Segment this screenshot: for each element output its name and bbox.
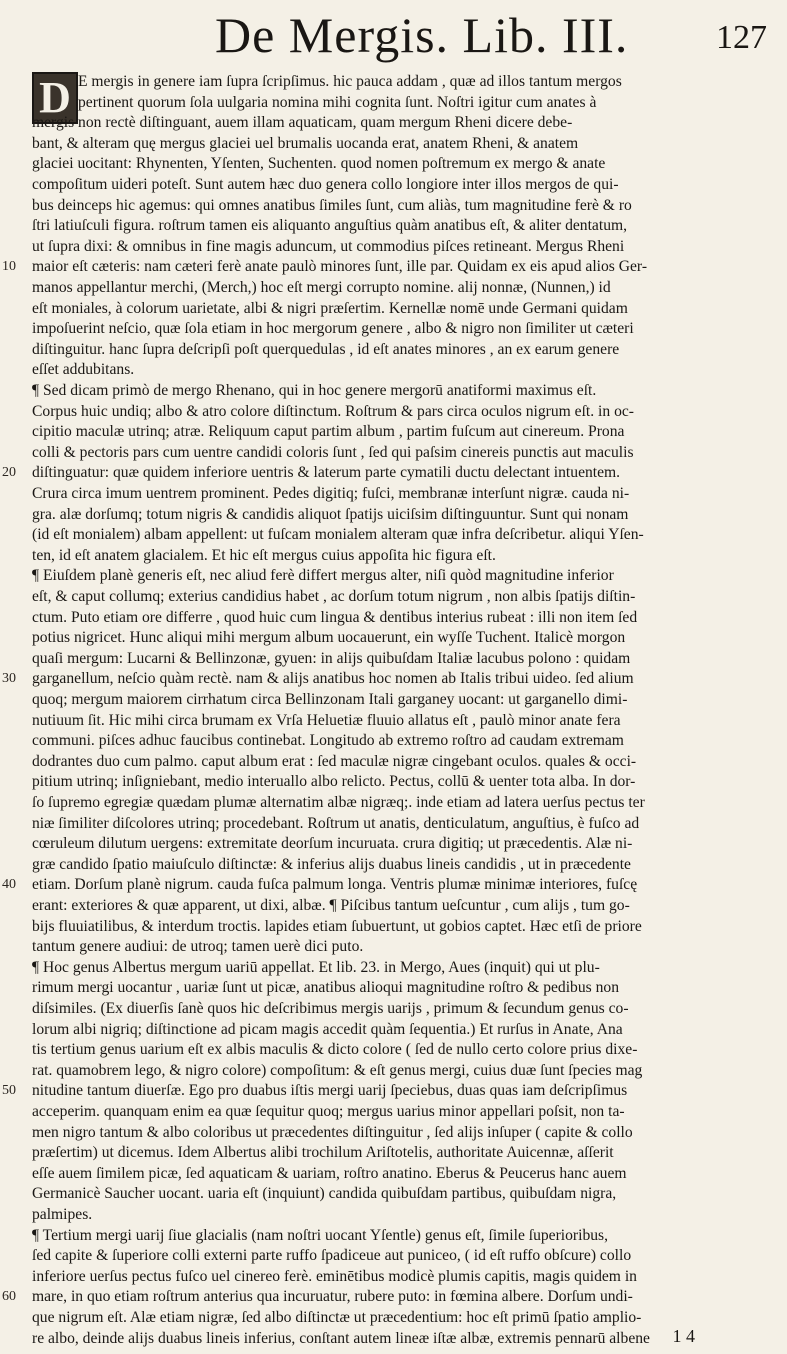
text-line: mergis non rectè diſtinguant, auem illam aquaticam, quam mergum Rheni dicere debe-: [32, 114, 573, 132]
text-line: colli & pectoris pars cum uentre candidi coloris ſunt , ſed qui paſsim cinereis punctis aut maculis: [32, 443, 634, 461]
text-line: men nigro tantum & albo coloribus ut præcedentes diſtinguitur , ſed alijs inſuper ( capite & collo: [32, 1123, 633, 1141]
text-line: palmipes.: [32, 1206, 93, 1223]
text-line: potius nigricet. Hunc aliqui mihi mergum album uocauerunt, ein wyſſe Tuchent. Italicè morgon: [32, 629, 626, 647]
marginal-line-number: 10: [2, 259, 16, 275]
marginal-line-number: 20: [2, 465, 16, 481]
text-line: pitium utrinq; inſigniebant, medio interuallo albo relicto. Pectus, collū & uenter tota alba. In dor-: [32, 773, 636, 791]
text-line: diſtinguatur: quæ quidem inferiore uentris & laterum parte cymatili ductu delectant intuentem.: [32, 464, 621, 482]
text-line: mare, in quo etiam roſtrum anterius qua incuruatur, rubere puto: in fœmina albere. Dorſum undi-: [32, 1288, 633, 1306]
text-line: cipitio maculæ utrinq; atræ. Reliquum caput partim album , partim fuſcum aut cinereum. Prona: [32, 423, 625, 441]
text-line: inferiore uerſus pectus fuſco uel cinereo ferè. eminētibus modicè plumis capitis, magis quidem in: [32, 1267, 637, 1285]
text-line: re albo, deinde alijs duabus lineis inferius, conſtant autem lineæ iſtæ albæ, extremis pennarū albene: [32, 1329, 650, 1347]
text-line: dodrantes duo cum palmo. caput album erat : ſed maculæ nigræ cingebant oculos. quales & occi-: [32, 752, 637, 770]
text-line: Corpus huic undiq; albo & atro colore diſtinctum. Roſtrum & pars circa oculos nigrum eſt. in oc-: [32, 402, 634, 420]
text-line: bant, & alteram quę mergus glaciei uel brumalis uocanda erat, anatem Rheni, & anatem: [32, 134, 579, 152]
text-line: etiam. Dorſum planè nigrum. cauda fuſca palmum longa. Ventris plumæ minimæ interiores, fuſcę: [32, 876, 638, 894]
page-number: 127: [716, 19, 767, 56]
text-line: Germanicè Saucher uocant. uaria eſt (inquiunt) candida quibuſdam partibus, quibuſdam nigra,: [32, 1185, 617, 1203]
text-line: rat. quamobrem lego, & nigro colore) compoſitum: & eſt genus mergi, cuius duæ ſunt ſpecies mag: [32, 1061, 643, 1079]
text-line: acceperim. quanquam enim ea quæ ſequitur quoq; mergus uarius minor appellari poſsit, non ta-: [32, 1103, 625, 1120]
text-line: ¶ Hoc genus Albertus mergum uariū appellat. Et lib. 23. in Mergo, Aues (inquit) qui ut plu-: [32, 958, 600, 976]
text-line: ſtri latiuſculi figura. roſtrum tamen eis aliquanto anguſtius quàm anatibus eſt, & aliter dentatum,: [32, 217, 628, 235]
text-line: eſſet addubitans.: [32, 361, 135, 379]
text-line: ten, id eſt anatem glacialem. Et hic eſt mergus cuius appoſita hic figura eſt.: [32, 546, 496, 564]
text-line: nitudine tantum diuerſæ. Ego pro duabus iſtis mergi uarij ſpeciebus, duas quas iam deſcripſimus: [32, 1082, 628, 1100]
running-head: [0, 4, 787, 66]
text-line: maior eſt cæteris: nam cæteri ferè anate paulò minores ſunt, ille par. Quidam ex eis apud alios Ger-: [32, 258, 648, 276]
text-line: lorum albi nigriq; diſtinctione ad picam magis accedit quàm ſequentia.) Et rurſus in Anate, Ana: [32, 1020, 623, 1038]
running-title: De Mergis. Lib. III.: [215, 7, 629, 63]
text-line: Crura circa imum uentrem prominent. Pedes digitiq; fuſci, membranæ interſunt nigræ. cauda ni-: [32, 485, 630, 502]
text-line: cœruleum dilutum uergens: extremitate deorſum incuruata. crura digitiq; ut præcedentis. Alæ ni-: [32, 835, 633, 853]
text-line: præſertim) ut dicemus. Idem Albertus alibi trochilum Ariſtotelis, authoritate Auicennæ, aſſerit: [32, 1144, 614, 1162]
text-line: ¶ Eiuſdem planè generis eſt, nec aliud ferè differt mergus alter, niſi quòd magnitudine inferior: [32, 567, 614, 585]
text-line: bijs fluuiatilibus, & interdum troctis. lapides etiam ſubuertunt, ut gobios captet. Hæc etſi de priore: [32, 917, 642, 935]
text-line: græ candido ſpatio maiuſculo diſtinctæ: & inferius alijs duabus lineis candidis , ut in præcedente: [32, 855, 631, 873]
text-line: manos appellantur merchi, (Merch,) hoc eſt mergi corrupto nomine. alij nonnæ, (Nunnen,) id: [32, 279, 611, 296]
text-line: tis tertium genus uarium eſt ex albis maculis & dicto colore ( ſed de nullo certo colore prius dixe-: [32, 1041, 638, 1059]
text-line: ¶ Tertium mergi uarij ſiue glacialis (nam noſtri uocant Yſentle) genus eſt, ſimile ſuperioribus,: [32, 1226, 609, 1244]
text-line: communi. piſces adhuc faucibus continebat. Longitudo ab extremo roſtro ad caudam extremam: [32, 732, 624, 750]
text-line: tantum genere audiui: de utroq; tamen uerè dici puto.: [32, 938, 364, 956]
text-line: eſt moniales, à colorum uarietate, albi & nigri præſertim. Kernellæ nomē unde Germani quidam: [32, 299, 628, 317]
marginal-line-number: 40: [2, 877, 16, 893]
text-line: ¶ Sed dicam primò de mergo Rhenano, qui in hoc genere mergorū anatiformi maximus eſt.: [32, 382, 597, 399]
text-line: glaciei uocitant: Rhynenten, Yſenten, Suchenten. quod nomen poſtremum ex mergo & anate: [32, 155, 606, 173]
text-line: E mergis in genere iam ſupra ſcripſimus. hic pauca addam , quæ ad illos tantum mergos: [78, 73, 622, 90]
marginal-line-number: 50: [2, 1083, 16, 1099]
text-line: niæ ſimiliter diſcolores utrinq; procedebant. Roſtrum ut anatis, denticulatum, anguſtius, è fuſco ad: [32, 814, 640, 832]
text-line: quoq; mergum maiorem cirrhatum circa Bellinzonam Itali garganey uocant: ut garganello dimi-: [32, 691, 628, 708]
marginal-line-number: 60: [2, 1289, 16, 1305]
text-line: gra. alæ dorſumq; totum nigris & candidis aliquot ſpatijs uiciſsim diſtinguuntur. Sunt qui nonam: [32, 505, 629, 523]
text-line: compoſitum uideri poteſt. Sunt autem hæc duo genera collo longiore inter illos mergos de qui-: [32, 176, 619, 193]
text-line: ſed capite & ſuperiore colli externi parte ruffo ſpadiceue aut puniceo, ( id eſt ruffo obſcure) collo: [32, 1247, 632, 1265]
text-line: rimum mergi uocantur , uariæ ſunt ut picæ, anatibus alioqui magnitudine roſtro & pedibus non: [32, 979, 619, 997]
text-line: garganellum, neſcio quàm rectè. nam & alijs anatibus hoc nomen ab Italis tribui uideo. ſed alium: [32, 670, 634, 688]
text-line: pertinent quorum ſola uulgaria nomina mihi cognita ſunt. Noſtri igitur cum anates à: [78, 93, 597, 111]
text-line: diſtinguitur. hanc ſupra deſcripſi poſt querquedulas , id eſt anates minores , an ex earum genere: [32, 340, 620, 358]
text-line: (id eſt monialem) albam appellent: ut fuſcam monialem alteram quæ infra deſcribetur. aliqui Yſen-: [32, 526, 644, 544]
text-line: nutiuum ſit. Hic mihi circa brumam ex Vrſa Heluetiæ fluuio allatus eſt , paulò minor anate fera: [32, 711, 621, 729]
text-line: erant: exteriores & quæ apparent, ut dixi, albæ. ¶ Piſcibus tantum ueſcuntur , cum alijs , tum go-: [32, 897, 630, 914]
text-line: impoſuerint neſcio, quæ ſola etiam in hoc mergorum genere , albo & nigro non ſimiliter ut cæteri: [32, 320, 634, 338]
text-line: quaſi mergum: Lucarni & Bellinzonæ, gyuen: in alijs quibuſdam Italiæ lacubus polono : quidam: [32, 649, 631, 667]
text-line: que nigrum eſt. Alæ etiam nigræ, ſed albo diſtinctæ ut præcedentium: hoc eſt primū ſpatio amplio-: [32, 1309, 642, 1326]
text-line: ctum. Puto etiam ore differre , quod huic cum lingua & dentibus interius rubeat : illi non item ſed: [32, 608, 638, 626]
text-line: diſsimiles. (Ex diuerſis ſanè quos hic deſcribimus mergis uarijs , primum & ſecundum genus co-: [32, 1000, 629, 1017]
text-line: eſt, & caput collumq; exterius candidius habet , ac dorſum totum nigrum , non albis ſpatijs diſtin-: [32, 588, 636, 605]
marginal-line-number: 30: [2, 671, 16, 687]
text-line: ut ſupra dixi: & omnibus in fine magis aduncum, ut commodius piſces retineant. Mergus Rheni: [32, 237, 625, 255]
text-line: eſſe auem ſimilem picæ, ſed aquaticam & uariam, roſtro anatino. Eberus & Peucerus hanc auem: [32, 1164, 627, 1182]
initial-letter: D: [39, 73, 71, 122]
signature-mark: 1 4: [672, 1326, 695, 1346]
text-line: bus deinceps hic agemus: qui omnes anatibus ſimiles ſunt, cum aliàs, tum magnitudine ferè & ro: [32, 196, 632, 214]
text-line: ſo ſupremo egregiæ quædam plumæ alternatim albæ nigræq;. inde etiam ad latera uerſus pectus ter: [32, 794, 645, 811]
